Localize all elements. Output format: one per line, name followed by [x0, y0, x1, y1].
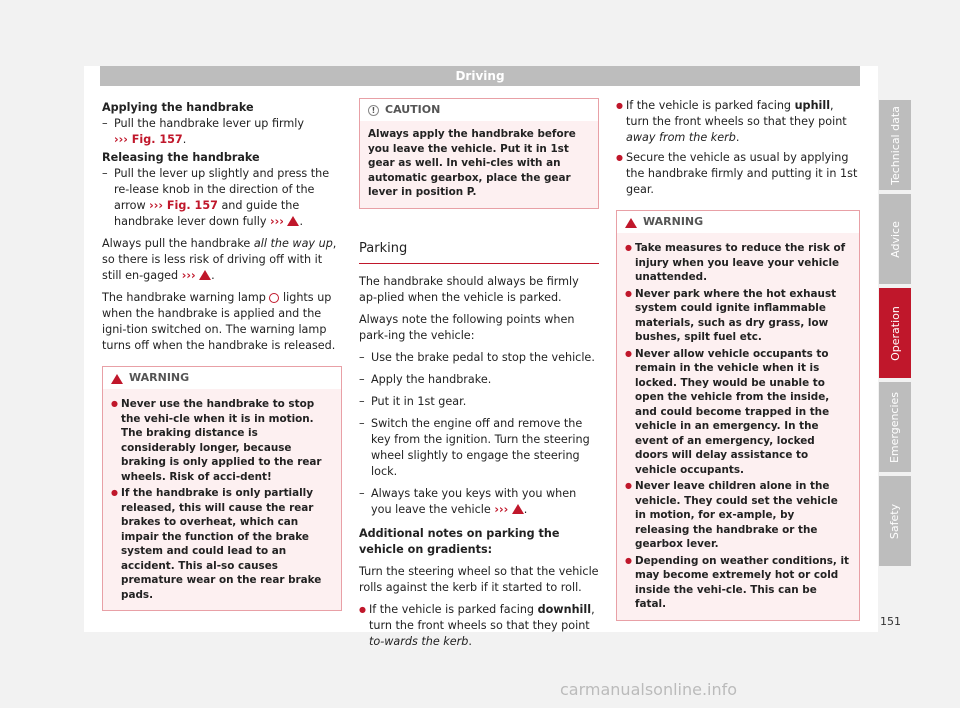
- warning-triangle-icon: [111, 374, 123, 384]
- tab-operation[interactable]: Operation: [879, 288, 911, 378]
- parking-step: – Switch the engine off and remove the key from the ignition. Turn the steering wheel slightly to engage the steering lock.: [359, 416, 599, 480]
- fig-157-link-2[interactable]: ››› Fig. 157: [149, 199, 218, 212]
- caution-box-body: Always apply the handbrake before you leave the vehicle. Put it in 1st gear as well. In vehi-cles with an automatic gearbox, place the gear lever in position P.: [368, 128, 576, 198]
- page-header: Driving: [100, 66, 860, 86]
- tab-safety[interactable]: Safety: [879, 476, 911, 566]
- applying-heading: Applying the handbrake: [102, 101, 254, 114]
- applying-step: – Pull the handbrake lever up firmly ››› Fig. 157.: [102, 116, 342, 148]
- paragraph-warning-lamp: The handbrake warning lamp lights up when the handbrake is applied and the igni-tion switched on. The warning lamp turns off when the handbrake is released.: [102, 291, 336, 352]
- warning-link-arrows-3[interactable]: ›››: [494, 502, 509, 516]
- watermark: carmanualsonline.info: [560, 680, 738, 699]
- tab-technical-data[interactable]: Technical data: [879, 100, 911, 190]
- warning-item: ● If the handbrake is only partially released, this will cause the rear brakes to overheat, which can impair the function of the brake system and could lead to an accident. This al-so causes premature wear on the rear brake pads.: [111, 486, 333, 602]
- tab-advice[interactable]: Advice: [879, 194, 911, 284]
- warning-box-handbrake: [102, 366, 342, 611]
- caution-box-header: ! CAUTION: [360, 99, 598, 121]
- warning-item: ● Never leave children alone in the vehicle. They could set the vehicle in motion, for ex-ample, by releasing the handbrake or the gearbox lever.: [625, 479, 851, 552]
- warning-box-header: WARNING: [617, 211, 859, 233]
- gradients-text: Turn the steering wheel so that the vehicle rolls against the kerb if it started to roll.: [359, 564, 599, 594]
- warning-item: ● Never park where the hot exhaust system could ignite inflammable materials, such as dry grass, low bushes, spilt fuel etc.: [625, 287, 851, 345]
- parking-step: – Apply the handbrake.: [359, 372, 599, 388]
- warning-triangle-icon: [625, 218, 637, 228]
- caution-box: [359, 98, 599, 209]
- warning-triangle-icon: [512, 504, 524, 514]
- secure-item: ● Secure the vehicle as usual by applying the handbrake firmly and putting it in 1st gear.: [616, 150, 860, 198]
- warning-item: ● Depending on weather conditions, it may become extremely hot or cold inside the vehi-cle. This can be fatal.: [625, 554, 851, 612]
- parking-intro: The handbrake should always be firmly ap-plied when the vehicle is parked.: [359, 274, 579, 304]
- info-circle-icon: !: [368, 105, 379, 116]
- uphill-item: ● If the vehicle is parked facing uphill, turn the front wheels so that they point away from the kerb.: [616, 98, 860, 146]
- handbrake-lamp-icon: [269, 293, 279, 303]
- gradients-heading: Additional notes on parking the vehicle on gradients:: [359, 526, 560, 556]
- warning-link-arrows-2[interactable]: ›››: [181, 269, 196, 282]
- chapter-tabs: [879, 100, 911, 570]
- section-title-parking: Parking: [359, 241, 599, 264]
- downhill-item: ● If the vehicle is parked facing downhill, turn the front wheels so that they point to-wards the kerb.: [359, 602, 599, 650]
- fig-157-link[interactable]: ››› Fig. 157: [114, 133, 183, 146]
- warning-item: ● Take measures to reduce the risk of injury when you leave your vehicle unattended.: [625, 241, 851, 285]
- warning-link-arrows[interactable]: ›››: [270, 215, 284, 228]
- releasing-heading: Releasing the handbrake: [102, 151, 260, 164]
- warning-box-body: [617, 233, 859, 620]
- paragraph-all-the-way: Always pull the handbrake all the way up, so there is less risk of driving off with it still en-gaged ››› .: [102, 237, 337, 282]
- column-1: [102, 98, 342, 611]
- parking-step: – Put it in 1st gear.: [359, 394, 599, 410]
- releasing-step: – Pull the lever up slightly and press the re-lease knob in the direction of the arrow ››› Fig. 157 and guide the handbrake lever down fully ››› .: [102, 166, 342, 230]
- warning-item: ● Never use the handbrake to stop the vehi-cle when it is in motion. The braking distance is considerably longer, because braking is only applied to the rear wheels. Risk of acci-dent!: [111, 397, 333, 484]
- warning-box-body: [103, 389, 341, 610]
- warning-box-parking: [616, 210, 860, 621]
- warning-triangle-icon: [199, 270, 211, 280]
- tab-emergencies[interactable]: Emergencies: [879, 382, 911, 472]
- warning-item: ● Never allow vehicle occupants to remain in the vehicle when it is locked. They would be unable to open the vehicle from the inside, and could become trapped in the vehicle in an emergency. In the event of an emergency, locked doors will delay assistance to vehicle occupants.: [625, 347, 851, 478]
- parking-step-last: – Always take you keys with you when you leave the vehicle ››› .: [359, 486, 599, 518]
- warning-box-header: WARNING: [103, 367, 341, 389]
- warning-triangle-icon: [287, 216, 299, 226]
- column-3: [616, 98, 860, 621]
- parking-note: Always note the following points when park-ing the vehicle:: [359, 312, 575, 342]
- column-2: [359, 98, 599, 650]
- parking-step: – Use the brake pedal to stop the vehicle.: [359, 350, 599, 366]
- page-number: 151: [880, 615, 901, 628]
